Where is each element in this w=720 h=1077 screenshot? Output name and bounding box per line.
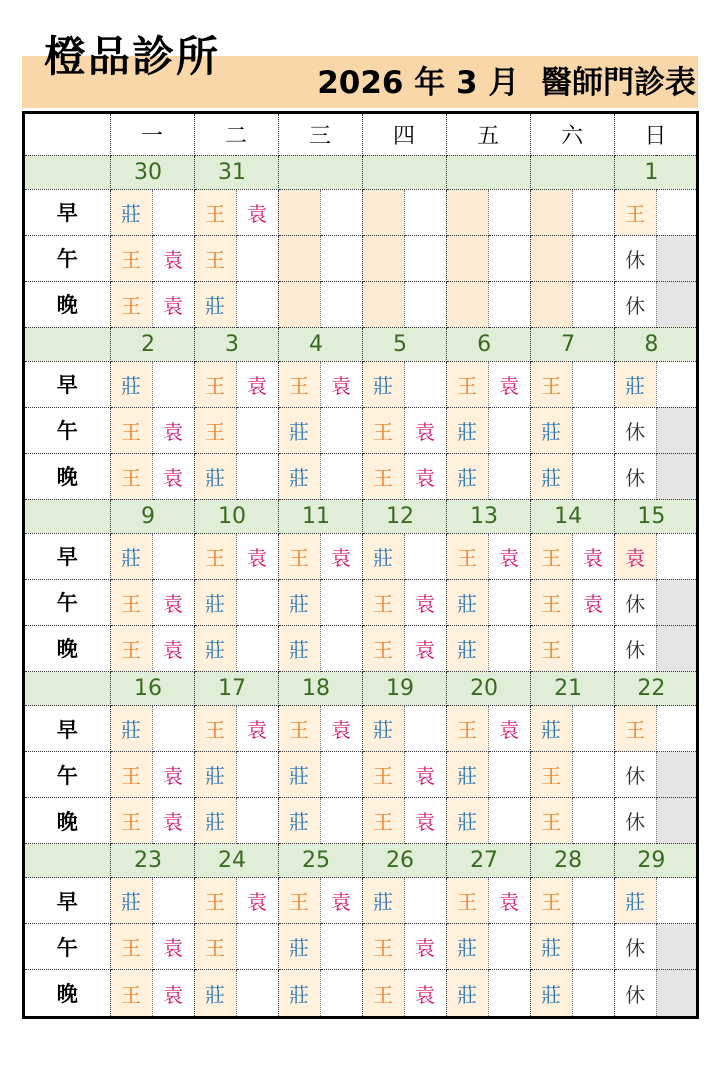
doctor-slot-secondary: 袁 (404, 752, 446, 798)
doctor-slot-secondary: 袁 (404, 407, 446, 453)
doctor-slot-secondary (656, 752, 696, 798)
date-cell: 2 (110, 327, 194, 361)
doctor-slot-primary: 王 (194, 361, 236, 407)
doctor-slot-primary: 王 (110, 281, 152, 327)
doctor-slot-secondary: 袁 (404, 798, 446, 844)
doctor-slot-primary (446, 281, 488, 327)
doctor-slot-secondary (320, 579, 362, 625)
doctor-slot-primary: 休 (614, 752, 656, 798)
doctor-slot-secondary (656, 453, 696, 499)
doctor-slot-secondary: 袁 (572, 579, 614, 625)
date-cell: 26 (362, 844, 446, 878)
slot-row (25, 235, 696, 281)
doctor-slot-primary: 王 (530, 878, 572, 924)
doctor-slot-primary: 休 (614, 453, 656, 499)
doctor-slot-primary: 莊 (446, 453, 488, 499)
doctor-slot-secondary (572, 235, 614, 281)
slot-label: 晚 (25, 281, 110, 327)
doctor-slot-primary: 王 (110, 579, 152, 625)
slot-label: 午 (25, 407, 110, 453)
doctor-slot-primary: 莊 (362, 878, 404, 924)
doctor-slot-primary (530, 235, 572, 281)
doctor-slot-secondary (236, 625, 278, 671)
doctor-slot-secondary (404, 533, 446, 579)
doctor-slot-secondary: 袁 (320, 361, 362, 407)
date-row (25, 844, 696, 878)
slot-row (25, 189, 696, 235)
weekday-sun: 日 (614, 114, 696, 155)
doctor-slot-secondary (152, 361, 194, 407)
doctor-slot-primary: 莊 (362, 533, 404, 579)
doctor-slot-secondary (236, 453, 278, 499)
slot-label: 晚 (25, 453, 110, 499)
doctor-slot-primary: 王 (362, 407, 404, 453)
doctor-slot-secondary: 袁 (572, 533, 614, 579)
doctor-slot-primary: 莊 (194, 281, 236, 327)
doctor-slot-primary: 莊 (278, 407, 320, 453)
doctor-slot-primary: 莊 (446, 798, 488, 844)
slot-row (25, 752, 696, 798)
doctor-slot-primary: 休 (614, 579, 656, 625)
date-cell: 12 (362, 499, 446, 533)
doctor-slot-secondary (152, 878, 194, 924)
doctor-slot-secondary (572, 361, 614, 407)
doctor-slot-primary (446, 189, 488, 235)
doctor-slot-secondary (572, 706, 614, 752)
slot-row (25, 924, 696, 970)
date-cell: 16 (110, 672, 194, 706)
doctor-slot-secondary (656, 798, 696, 844)
weekday-mon: 一 (110, 114, 194, 155)
doctor-slot-primary: 莊 (278, 798, 320, 844)
slot-label: 午 (25, 924, 110, 970)
date-row-label (25, 327, 110, 361)
doctor-slot-primary: 王 (194, 407, 236, 453)
slot-label: 晚 (25, 970, 110, 1016)
doctor-slot-primary: 莊 (194, 579, 236, 625)
doctor-slot-primary (446, 235, 488, 281)
doctor-slot-primary: 王 (530, 752, 572, 798)
slot-label: 晚 (25, 625, 110, 671)
doctor-slot-secondary (152, 189, 194, 235)
doctor-slot-secondary: 袁 (404, 453, 446, 499)
date-cell: 15 (614, 499, 696, 533)
date-cell: 23 (110, 844, 194, 878)
doctor-slot-primary: 王 (362, 453, 404, 499)
doctor-slot-secondary (656, 361, 696, 407)
doctor-slot-secondary: 袁 (236, 361, 278, 407)
doctor-slot-primary: 王 (446, 878, 488, 924)
doctor-slot-secondary: 袁 (404, 924, 446, 970)
doctor-slot-secondary (320, 625, 362, 671)
doctor-slot-secondary: 袁 (152, 281, 194, 327)
doctor-slot-secondary (320, 970, 362, 1016)
doctor-slot-primary: 莊 (194, 970, 236, 1016)
doctor-slot-secondary: 袁 (320, 878, 362, 924)
doctor-slot-primary: 王 (362, 798, 404, 844)
doctor-slot-secondary (572, 798, 614, 844)
doctor-slot-secondary (488, 453, 530, 499)
doctor-slot-primary: 王 (194, 533, 236, 579)
doctor-slot-primary: 休 (614, 924, 656, 970)
doctor-slot-primary: 王 (110, 798, 152, 844)
doctor-slot-secondary (320, 281, 362, 327)
date-cell: 6 (446, 327, 530, 361)
slot-row (25, 625, 696, 671)
doctor-slot-secondary (488, 189, 530, 235)
doctor-slot-primary (530, 281, 572, 327)
doctor-slot-secondary (488, 798, 530, 844)
date-cell: 27 (446, 844, 530, 878)
date-cell: 18 (278, 672, 362, 706)
date-cell: 9 (110, 499, 194, 533)
doctor-slot-secondary: 袁 (152, 235, 194, 281)
date-cell: 13 (446, 499, 530, 533)
doctor-slot-secondary (404, 361, 446, 407)
doctor-slot-primary: 王 (110, 625, 152, 671)
doctor-slot-secondary (404, 878, 446, 924)
doctor-slot-primary: 休 (614, 235, 656, 281)
doctor-slot-primary: 莊 (194, 752, 236, 798)
date-cell: 30 (110, 155, 194, 189)
doctor-slot-primary: 王 (110, 453, 152, 499)
date-cell: 5 (362, 327, 446, 361)
doctor-slot-primary (278, 235, 320, 281)
doctor-slot-primary: 休 (614, 407, 656, 453)
doctor-slot-primary: 王 (530, 579, 572, 625)
date-cell: 3 (194, 327, 278, 361)
doctor-slot-primary: 莊 (362, 706, 404, 752)
schedule-body (25, 155, 696, 1016)
doctor-slot-secondary: 袁 (488, 533, 530, 579)
weekday-tue: 二 (194, 114, 278, 155)
doctor-slot-primary: 王 (530, 798, 572, 844)
corner-cell (25, 114, 110, 155)
date-cell (446, 155, 530, 189)
doctor-slot-secondary (320, 453, 362, 499)
slot-row (25, 281, 696, 327)
doctor-slot-secondary: 袁 (236, 706, 278, 752)
doctor-slot-primary: 莊 (278, 924, 320, 970)
doctor-slot-secondary: 袁 (152, 798, 194, 844)
doctor-slot-secondary: 袁 (152, 579, 194, 625)
doctor-slot-primary: 王 (194, 235, 236, 281)
doctor-slot-secondary (488, 579, 530, 625)
slot-row (25, 579, 696, 625)
doctor-slot-secondary (152, 706, 194, 752)
slot-row (25, 798, 696, 844)
doctor-slot-primary (278, 281, 320, 327)
slot-row (25, 970, 696, 1016)
doctor-slot-primary: 莊 (530, 970, 572, 1016)
doctor-slot-primary: 王 (530, 533, 572, 579)
doctor-slot-primary (362, 281, 404, 327)
doctor-slot-primary (362, 235, 404, 281)
slot-row (25, 453, 696, 499)
doctor-slot-primary: 王 (194, 189, 236, 235)
doctor-slot-primary: 王 (362, 752, 404, 798)
slot-row (25, 361, 696, 407)
doctor-slot-secondary: 袁 (236, 533, 278, 579)
doctor-slot-secondary (656, 579, 696, 625)
doctor-slot-secondary: 袁 (152, 970, 194, 1016)
date-row (25, 672, 696, 706)
doctor-slot-primary: 王 (110, 752, 152, 798)
doctor-slot-primary: 王 (614, 189, 656, 235)
doctor-slot-primary: 休 (614, 281, 656, 327)
doctor-slot-secondary: 袁 (236, 189, 278, 235)
doctor-slot-secondary (572, 625, 614, 671)
date-cell: 22 (614, 672, 696, 706)
doctor-slot-secondary: 袁 (320, 706, 362, 752)
doctor-slot-secondary (488, 625, 530, 671)
doctor-slot-primary: 王 (530, 361, 572, 407)
date-cell: 7 (530, 327, 614, 361)
doctor-slot-primary: 王 (530, 625, 572, 671)
date-row-label (25, 499, 110, 533)
date-cell: 21 (530, 672, 614, 706)
doctor-slot-secondary (572, 407, 614, 453)
doctor-slot-primary: 王 (278, 878, 320, 924)
doctor-slot-secondary (488, 970, 530, 1016)
doctor-slot-secondary (656, 970, 696, 1016)
doctor-slot-primary: 王 (614, 706, 656, 752)
doctor-slot-primary: 王 (446, 361, 488, 407)
doctor-slot-primary: 王 (362, 579, 404, 625)
doctor-slot-secondary (236, 579, 278, 625)
doctor-slot-secondary (320, 189, 362, 235)
doctor-slot-secondary (572, 189, 614, 235)
doctor-slot-primary: 莊 (530, 924, 572, 970)
doctor-slot-secondary (404, 281, 446, 327)
doctor-slot-primary: 莊 (194, 798, 236, 844)
doctor-slot-secondary (404, 189, 446, 235)
doctor-slot-secondary: 袁 (404, 579, 446, 625)
doctor-slot-secondary (236, 970, 278, 1016)
doctor-slot-primary: 莊 (110, 533, 152, 579)
doctor-slot-secondary (152, 533, 194, 579)
doctor-slot-primary: 王 (110, 407, 152, 453)
doctor-slot-primary: 王 (278, 361, 320, 407)
doctor-slot-secondary (236, 281, 278, 327)
schedule-table-frame (22, 111, 699, 1019)
doctor-slot-primary: 莊 (446, 579, 488, 625)
doctor-slot-primary: 莊 (362, 361, 404, 407)
doctor-slot-secondary (572, 281, 614, 327)
doctor-slot-secondary (404, 235, 446, 281)
doctor-slot-primary: 王 (110, 970, 152, 1016)
schedule-title: 2026 年 3 月 醫師門診表 (317, 65, 696, 101)
doctor-slot-secondary (236, 924, 278, 970)
doctor-slot-primary: 莊 (194, 453, 236, 499)
doctor-slot-secondary: 袁 (404, 625, 446, 671)
doctor-slot-secondary (656, 706, 696, 752)
doctor-slot-primary: 王 (446, 706, 488, 752)
doctor-slot-secondary: 袁 (488, 878, 530, 924)
doctor-slot-primary: 王 (362, 625, 404, 671)
date-cell: 1 (614, 155, 696, 189)
doctor-slot-primary: 王 (194, 706, 236, 752)
date-cell: 25 (278, 844, 362, 878)
weekday-fri: 五 (446, 114, 530, 155)
date-cell (530, 155, 614, 189)
doctor-slot-secondary (320, 407, 362, 453)
doctor-slot-secondary (236, 407, 278, 453)
date-row-label (25, 155, 110, 189)
doctor-slot-primary: 莊 (110, 361, 152, 407)
doctor-slot-secondary (572, 924, 614, 970)
slot-row (25, 407, 696, 453)
weekday-thu: 四 (362, 114, 446, 155)
doctor-slot-primary: 莊 (194, 625, 236, 671)
doctor-slot-secondary (236, 235, 278, 281)
doctor-slot-primary: 休 (614, 625, 656, 671)
weekday-sat: 六 (530, 114, 614, 155)
date-cell: 19 (362, 672, 446, 706)
doctor-slot-secondary (572, 970, 614, 1016)
date-cell (278, 155, 362, 189)
doctor-slot-primary: 莊 (278, 625, 320, 671)
doctor-slot-primary: 王 (110, 924, 152, 970)
date-cell: 11 (278, 499, 362, 533)
doctor-slot-primary: 莊 (446, 924, 488, 970)
doctor-slot-primary: 莊 (278, 970, 320, 1016)
clinic-name: 橙品診所 (44, 32, 221, 81)
slot-label: 早 (25, 533, 110, 579)
slot-row (25, 533, 696, 579)
doctor-slot-secondary: 袁 (488, 361, 530, 407)
doctor-slot-primary: 王 (110, 235, 152, 281)
doctor-slot-secondary: 袁 (236, 878, 278, 924)
doctor-slot-secondary (656, 533, 696, 579)
doctor-slot-primary: 休 (614, 970, 656, 1016)
doctor-slot-primary (362, 189, 404, 235)
doctor-slot-secondary: 袁 (152, 453, 194, 499)
date-row (25, 155, 696, 189)
slot-label: 晚 (25, 798, 110, 844)
doctor-slot-secondary (656, 625, 696, 671)
slot-row (25, 878, 696, 924)
doctor-slot-secondary (320, 752, 362, 798)
doctor-slot-primary: 莊 (446, 752, 488, 798)
date-cell (362, 155, 446, 189)
doctor-slot-secondary (656, 924, 696, 970)
date-cell: 31 (194, 155, 278, 189)
doctor-slot-primary: 莊 (278, 453, 320, 499)
date-cell: 10 (194, 499, 278, 533)
slot-label: 午 (25, 752, 110, 798)
doctor-slot-primary: 王 (278, 533, 320, 579)
doctor-slot-primary: 王 (362, 924, 404, 970)
doctor-slot-primary (530, 189, 572, 235)
slot-label: 午 (25, 579, 110, 625)
doctor-slot-secondary (572, 752, 614, 798)
slot-row (25, 706, 696, 752)
slot-label: 午 (25, 235, 110, 281)
doctor-slot-primary: 王 (194, 878, 236, 924)
weekday-wed: 三 (278, 114, 362, 155)
schedule-table (25, 114, 696, 1016)
date-cell: 4 (278, 327, 362, 361)
doctor-slot-primary (278, 189, 320, 235)
doctor-slot-secondary (320, 798, 362, 844)
doctor-slot-secondary (488, 281, 530, 327)
slot-label: 早 (25, 706, 110, 752)
slot-label: 早 (25, 189, 110, 235)
date-row (25, 499, 696, 533)
doctor-slot-secondary: 袁 (152, 924, 194, 970)
doctor-slot-secondary (404, 706, 446, 752)
doctor-slot-secondary (488, 752, 530, 798)
doctor-slot-primary: 莊 (110, 706, 152, 752)
doctor-slot-primary: 王 (362, 970, 404, 1016)
doctor-slot-secondary: 袁 (152, 752, 194, 798)
doctor-slot-secondary: 袁 (404, 970, 446, 1016)
doctor-slot-primary: 莊 (110, 878, 152, 924)
doctor-slot-primary: 莊 (278, 579, 320, 625)
doctor-slot-secondary (656, 189, 696, 235)
doctor-slot-primary: 莊 (530, 453, 572, 499)
date-row-label (25, 844, 110, 878)
date-cell: 29 (614, 844, 696, 878)
doctor-slot-primary: 袁 (614, 533, 656, 579)
doctor-slot-primary: 莊 (614, 361, 656, 407)
doctor-slot-primary: 莊 (110, 189, 152, 235)
doctor-slot-primary: 王 (446, 533, 488, 579)
doctor-slot-secondary: 袁 (152, 625, 194, 671)
doctor-slot-primary: 莊 (614, 878, 656, 924)
date-cell: 20 (446, 672, 530, 706)
doctor-slot-secondary (236, 752, 278, 798)
weekday-header-row (25, 114, 696, 155)
date-cell: 17 (194, 672, 278, 706)
date-cell: 8 (614, 327, 696, 361)
doctor-slot-secondary (656, 281, 696, 327)
doctor-slot-secondary (488, 407, 530, 453)
doctor-slot-primary: 王 (278, 706, 320, 752)
doctor-slot-primary: 莊 (530, 706, 572, 752)
doctor-slot-secondary: 袁 (488, 706, 530, 752)
doctor-slot-secondary (320, 235, 362, 281)
doctor-slot-secondary (656, 407, 696, 453)
date-row (25, 327, 696, 361)
doctor-slot-primary: 莊 (446, 970, 488, 1016)
date-cell: 28 (530, 844, 614, 878)
date-cell: 14 (530, 499, 614, 533)
slot-label: 早 (25, 878, 110, 924)
doctor-slot-secondary (572, 453, 614, 499)
doctor-slot-primary: 莊 (530, 407, 572, 453)
doctor-slot-primary: 休 (614, 798, 656, 844)
doctor-slot-secondary (656, 878, 696, 924)
doctor-slot-primary: 莊 (278, 752, 320, 798)
doctor-slot-secondary (488, 235, 530, 281)
doctor-slot-secondary: 袁 (152, 407, 194, 453)
doctor-slot-secondary (488, 924, 530, 970)
date-cell: 24 (194, 844, 278, 878)
doctor-slot-secondary (572, 878, 614, 924)
doctor-slot-secondary (320, 924, 362, 970)
doctor-slot-secondary (656, 235, 696, 281)
doctor-slot-primary: 莊 (446, 625, 488, 671)
doctor-slot-secondary: 袁 (320, 533, 362, 579)
date-row-label (25, 672, 110, 706)
doctor-slot-primary: 莊 (446, 407, 488, 453)
slot-label: 早 (25, 361, 110, 407)
doctor-slot-primary: 王 (194, 924, 236, 970)
doctor-slot-secondary (236, 798, 278, 844)
